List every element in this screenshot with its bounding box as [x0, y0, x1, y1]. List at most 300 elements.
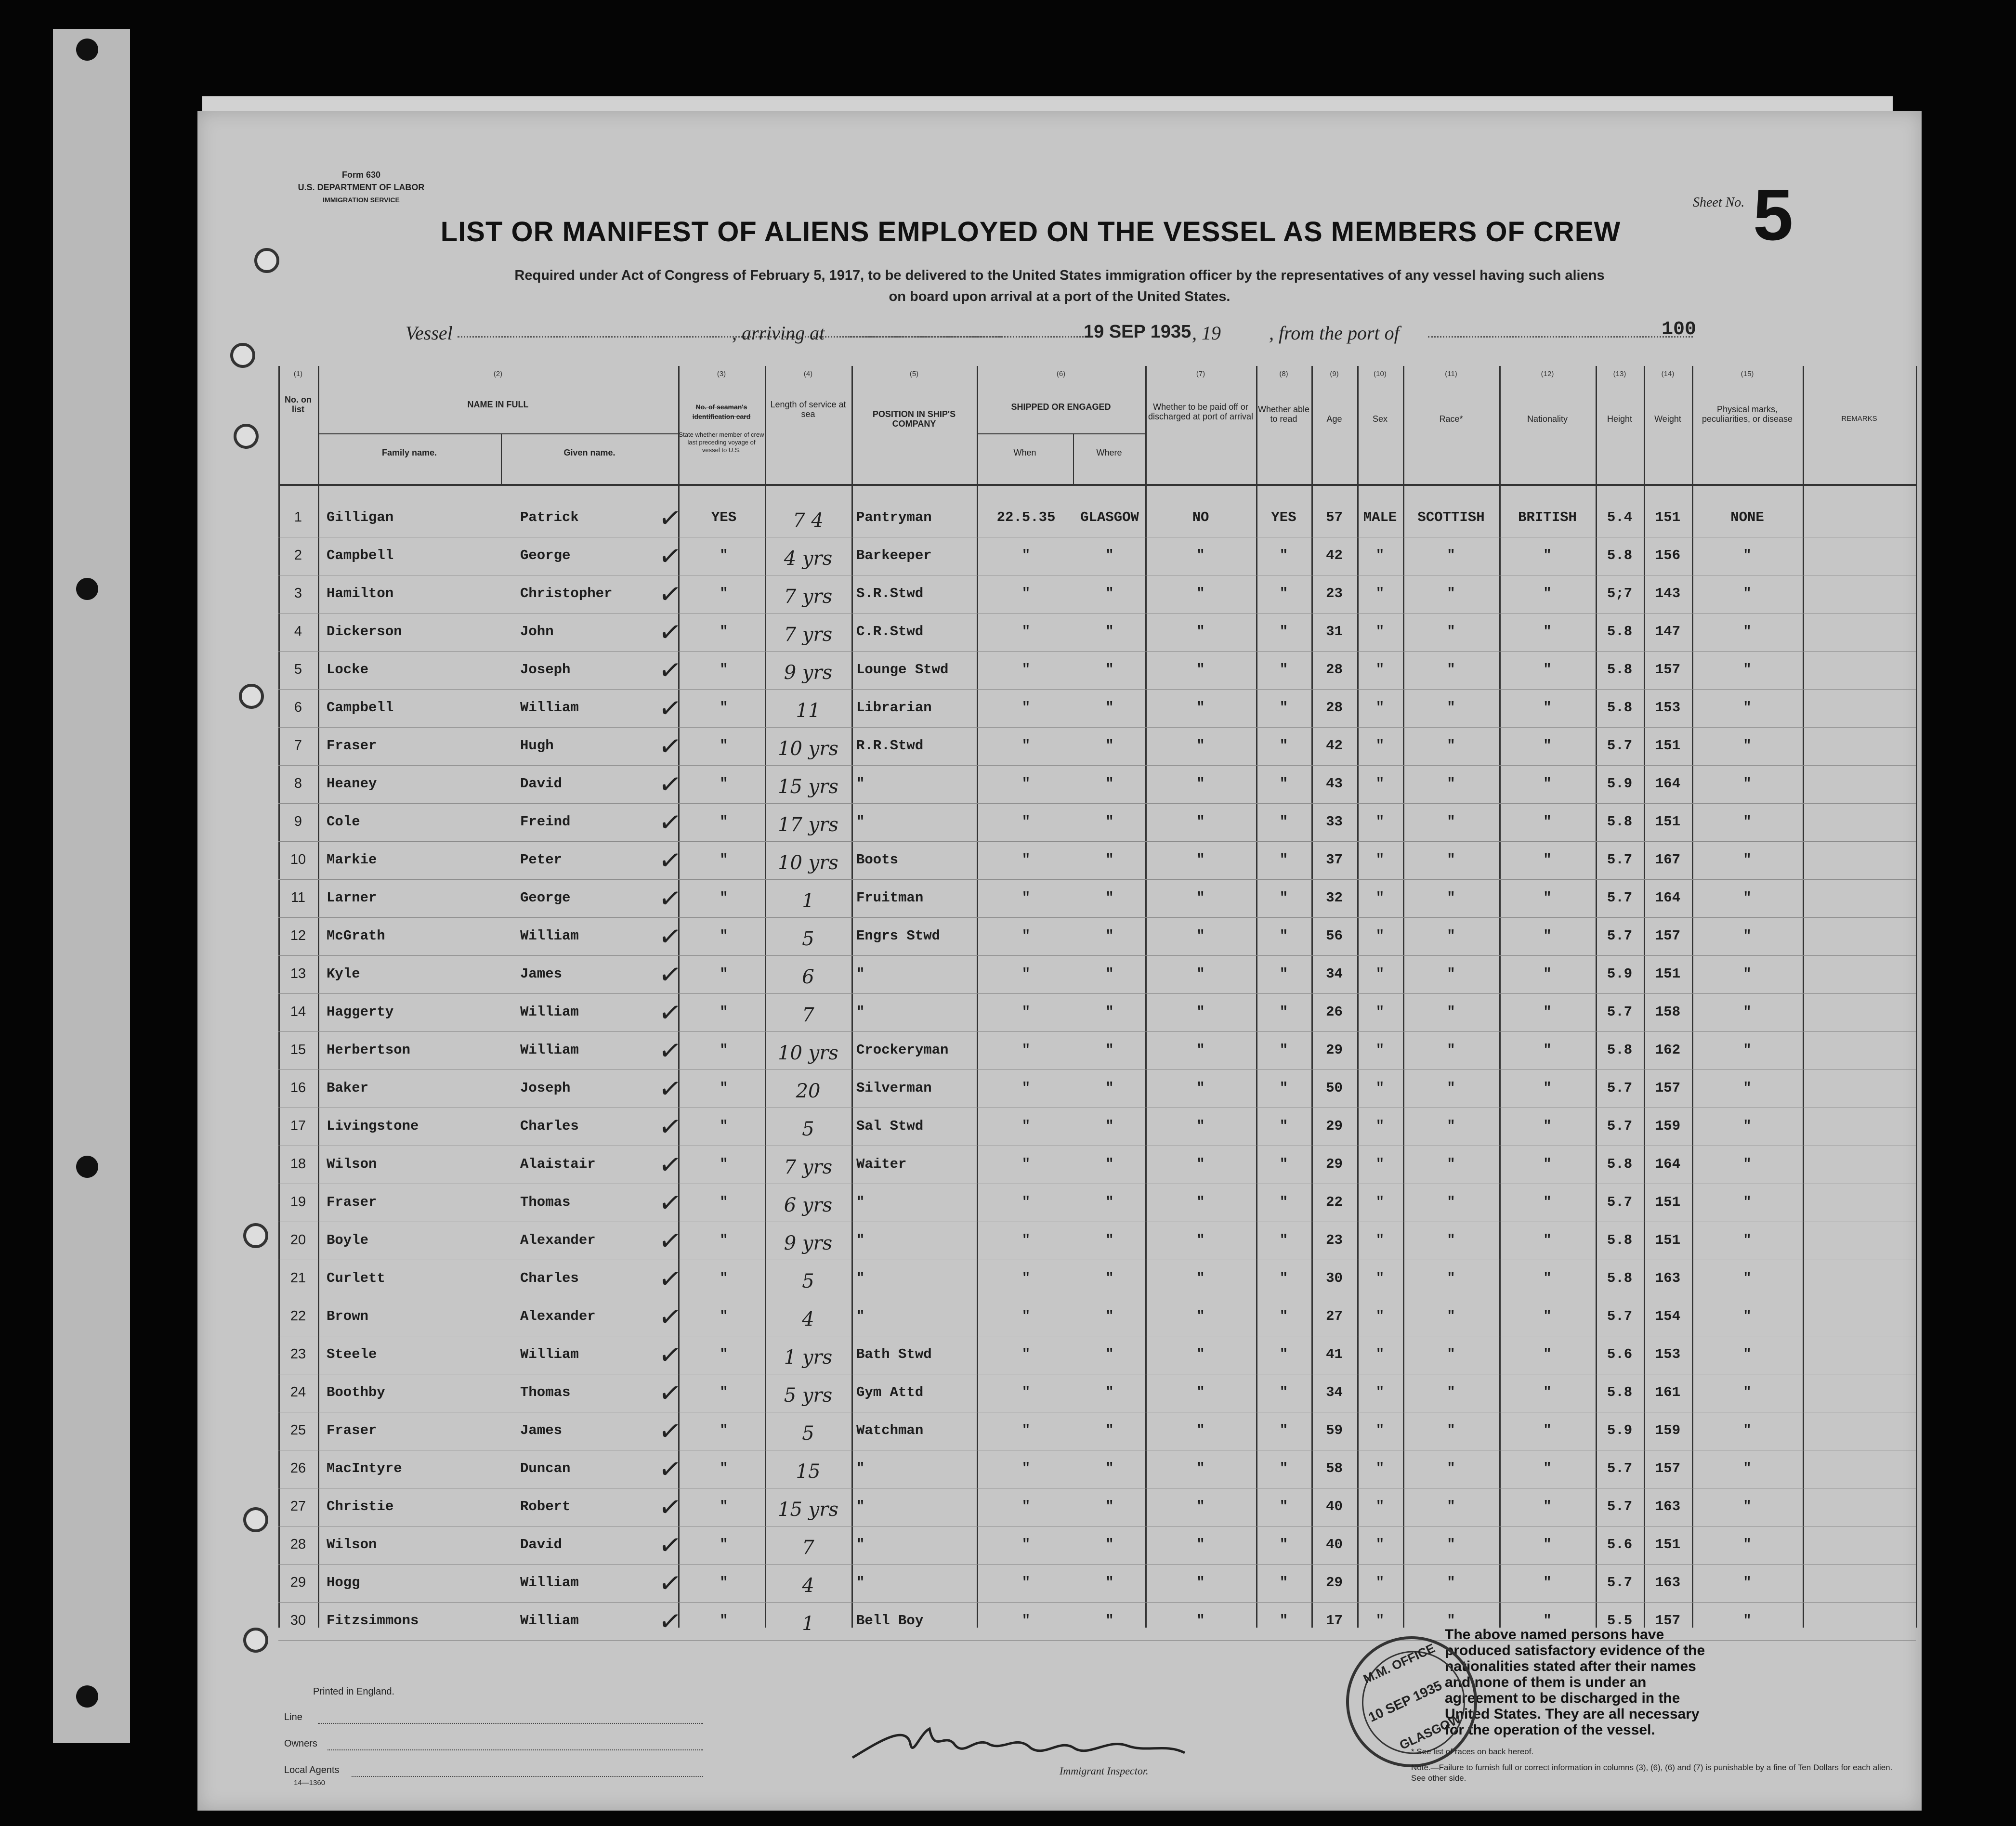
- col-header-weight: Weight: [1654, 414, 1681, 424]
- cell-age: 31: [1326, 624, 1343, 639]
- checkmark-icon: ✓: [656, 1148, 684, 1182]
- cell-position: Fruitman: [856, 890, 924, 906]
- cell-marks: ": [1743, 1080, 1752, 1096]
- cell-read: ": [1279, 1004, 1288, 1020]
- col-number: (14): [1661, 370, 1675, 378]
- cell-no: 28: [290, 1537, 306, 1552]
- cell-where: ": [1105, 852, 1114, 868]
- cell-race: ": [1447, 928, 1455, 944]
- owners-field: [327, 1749, 703, 1750]
- cell-position: Lounge Stwd: [856, 662, 949, 678]
- cell-family: Heaney: [327, 776, 377, 792]
- cell-marks: ": [1743, 966, 1752, 982]
- cell-nationality: ": [1543, 776, 1552, 792]
- cell-paid: ": [1196, 1499, 1205, 1514]
- cell-read: ": [1279, 1384, 1288, 1400]
- cell-marks: ": [1743, 624, 1752, 639]
- cell-position: ": [856, 1461, 865, 1476]
- cell-service: 4 yrs: [784, 548, 833, 570]
- cell-height: 5;7: [1607, 586, 1633, 601]
- cell-race: ": [1447, 852, 1455, 868]
- cell-paid: ": [1196, 624, 1205, 639]
- checkmark-icon: ✓: [656, 539, 684, 574]
- header-divider: [278, 484, 1916, 486]
- cell-height: 5.8: [1607, 624, 1633, 639]
- cell-height: 5.7: [1607, 1080, 1633, 1096]
- cell-age: 32: [1326, 890, 1343, 906]
- cell-family: Fraser: [327, 738, 377, 754]
- col-number: (4): [803, 370, 813, 378]
- cell-height: 5.5: [1607, 1613, 1633, 1629]
- cell-when: ": [1021, 1537, 1031, 1552]
- cell-sex: ": [1375, 1575, 1385, 1591]
- cell-age: 27: [1326, 1308, 1343, 1324]
- cell-service: 7 yrs: [784, 624, 833, 646]
- cell-race: ": [1447, 1308, 1455, 1324]
- col-header-race: Race*: [1439, 414, 1463, 424]
- cell-weight: 151: [1655, 814, 1681, 830]
- cell-position: C.R.Stwd: [856, 624, 924, 639]
- local-agents-field: [352, 1776, 703, 1777]
- cell-nationality: ": [1543, 1232, 1552, 1248]
- checkmark-icon: ✓: [656, 1186, 684, 1220]
- cell-prev: ": [720, 966, 728, 982]
- cell-weight: 151: [1655, 509, 1681, 525]
- cell-position: Bath Stwd: [856, 1346, 932, 1362]
- cell-where: ": [1105, 1499, 1114, 1514]
- cell-read: ": [1279, 1270, 1288, 1286]
- cell-given: William: [520, 1004, 579, 1020]
- cell-given: Christopher: [520, 586, 613, 601]
- cell-no: 3: [294, 586, 302, 601]
- cell-age: 29: [1326, 1575, 1343, 1591]
- cell-marks: ": [1743, 852, 1752, 868]
- checkmark-icon: ✓: [656, 501, 684, 535]
- cell-given: James: [520, 1422, 563, 1438]
- cell-marks: ": [1743, 1613, 1752, 1629]
- cell-race: ": [1447, 1384, 1455, 1400]
- cell-service: 17 yrs: [778, 814, 838, 836]
- cell-service: 15 yrs: [778, 1499, 838, 1521]
- local-agents-label: Local Agents: [284, 1765, 340, 1775]
- cell-family: Boyle: [327, 1232, 369, 1248]
- cell-paid: ": [1196, 1194, 1205, 1210]
- cell-given: Charles: [520, 1118, 579, 1134]
- cell-service: 1: [802, 890, 814, 912]
- cell-read: ": [1279, 624, 1288, 639]
- cell-family: Gilligan: [327, 509, 394, 525]
- cell-when: ": [1021, 852, 1031, 868]
- cell-sex: ": [1375, 1194, 1385, 1210]
- cell-when: ": [1021, 1461, 1031, 1476]
- cell-age: 28: [1326, 700, 1343, 716]
- cell-prev: ": [720, 1270, 728, 1286]
- cell-age: 23: [1326, 586, 1343, 601]
- cell-service: 10 yrs: [778, 852, 838, 874]
- line-field: [318, 1723, 703, 1724]
- cell-family: Dickerson: [327, 624, 402, 639]
- cell-prev: YES: [711, 509, 737, 525]
- checkmark-icon: ✓: [656, 1034, 684, 1068]
- declaration-stamp-text: The above named persons have produced satisfactory evidence of the nationalities stated after their names and none of them is under an agreement to be discharged in the United States. They are all necessary for the operation of the vessel.: [1445, 1627, 1705, 1738]
- cell-given: Alexander: [520, 1308, 596, 1324]
- cell-given: Joseph: [520, 662, 571, 678]
- cell-given: George: [520, 548, 571, 563]
- cell-marks: ": [1743, 1118, 1752, 1134]
- col-header-position: POSITION IN SHIP'S COMPANY: [872, 409, 956, 429]
- cell-position: R.R.Stwd: [856, 738, 924, 754]
- cell-when: ": [1021, 548, 1031, 563]
- cell-given: John: [520, 624, 554, 639]
- cell-read: ": [1279, 548, 1288, 563]
- cell-no: 30: [290, 1613, 306, 1628]
- cell-given: Alaistair: [520, 1156, 596, 1172]
- cell-height: 5.9: [1607, 1422, 1633, 1438]
- cell-no: 15: [290, 1042, 306, 1057]
- cell-no: 25: [290, 1422, 306, 1438]
- cell-read: ": [1279, 776, 1288, 792]
- cell-position: ": [856, 1270, 865, 1286]
- cell-service: 5: [802, 1270, 814, 1292]
- cell-no: 13: [290, 966, 306, 981]
- cell-no: 6: [294, 700, 302, 715]
- cell-where: ": [1105, 890, 1114, 906]
- cell-paid: ": [1196, 852, 1205, 868]
- line-label: Line: [284, 1712, 302, 1722]
- cell-sex: ": [1375, 1461, 1385, 1476]
- subtitle-line-1: Required under Act of Congress of February 5, 1917, to be delivered to the United States immigration officer by the representatives of any vessel having such aliens: [514, 268, 1605, 283]
- cell-read: ": [1279, 1346, 1288, 1362]
- cell-read: ": [1279, 1156, 1288, 1172]
- cell-race: ": [1447, 548, 1455, 563]
- cell-read: ": [1279, 814, 1288, 830]
- cell-service: 7: [802, 1004, 814, 1026]
- cell-when: ": [1021, 738, 1031, 754]
- cell-nationality: ": [1543, 1613, 1552, 1629]
- cell-where: ": [1105, 1613, 1114, 1629]
- cell-nationality: ": [1543, 1461, 1552, 1476]
- cell-when: ": [1021, 1232, 1031, 1248]
- cell-race: ": [1447, 1270, 1455, 1286]
- cell-age: 56: [1326, 928, 1343, 944]
- cell-no: 19: [290, 1194, 306, 1210]
- cell-nationality: ": [1543, 1004, 1552, 1020]
- vessel-label: Vessel: [406, 322, 453, 344]
- cell-read: ": [1279, 1042, 1288, 1058]
- binder-hole: [239, 684, 264, 709]
- shipped-split: [1073, 433, 1074, 484]
- row-rule: [278, 993, 1916, 994]
- cell-when: ": [1021, 586, 1031, 601]
- cell-weight: 159: [1655, 1422, 1681, 1438]
- cell-position: Engrs Stwd: [856, 928, 941, 944]
- cell-age: 26: [1326, 1004, 1343, 1020]
- col-number: (15): [1741, 370, 1754, 378]
- cell-age: 59: [1326, 1422, 1343, 1438]
- cell-race: ": [1447, 1537, 1455, 1552]
- cell-sex: ": [1375, 738, 1385, 754]
- cell-when: ": [1021, 1194, 1031, 1210]
- cell-marks: ": [1743, 776, 1752, 792]
- cell-sex: ": [1375, 662, 1385, 678]
- col-header-previous-voyage: State whether member of crew last preceding voyage of vessel to U.S.: [679, 431, 764, 454]
- col-header-name: NAME IN FULL: [467, 400, 529, 409]
- cell-height: 5.6: [1607, 1346, 1633, 1362]
- cell-height: 5.7: [1607, 1499, 1633, 1514]
- cell-sex: ": [1375, 1232, 1385, 1248]
- cell-sex: ": [1375, 1156, 1385, 1172]
- cell-family: Hogg: [327, 1575, 360, 1591]
- cell-read: ": [1279, 1232, 1288, 1248]
- cell-prev: ": [720, 548, 728, 563]
- checkmark-icon: ✓: [656, 653, 684, 688]
- checkmark-icon: ✓: [656, 1604, 684, 1639]
- annotation-number: 100: [1662, 319, 1697, 340]
- cell-when: ": [1021, 1422, 1031, 1438]
- cell-height: 5.8: [1607, 1156, 1633, 1172]
- cell-race: ": [1447, 624, 1455, 639]
- cell-no: 20: [290, 1232, 306, 1248]
- cell-family: Fitzsimmons: [327, 1613, 419, 1629]
- cell-read: ": [1279, 662, 1288, 678]
- cell-prev: ": [720, 586, 728, 601]
- cell-paid: ": [1196, 1537, 1205, 1552]
- col-number: (12): [1541, 370, 1554, 378]
- cell-nationality: ": [1543, 1156, 1552, 1172]
- cell-when: ": [1021, 1042, 1031, 1058]
- col-header-when: When: [1013, 448, 1036, 457]
- cell-race: SCOTTISH: [1417, 509, 1485, 525]
- cell-where: ": [1105, 1575, 1114, 1591]
- cell-given: David: [520, 776, 563, 792]
- col-header-nationality: Nationality: [1527, 414, 1568, 424]
- cell-no: 23: [290, 1346, 306, 1362]
- row-rule: [278, 955, 1916, 956]
- cell-race: ": [1447, 1232, 1455, 1248]
- column-rule: [1916, 366, 1917, 1628]
- stamp-date: 10 SEP 1935: [1366, 1678, 1444, 1725]
- cell-when: ": [1021, 1499, 1031, 1514]
- cell-sex: ": [1375, 1613, 1385, 1629]
- cell-family: Campbell: [327, 700, 394, 716]
- cell-paid: ": [1196, 738, 1205, 754]
- cell-sex: ": [1375, 852, 1385, 868]
- cell-no: 1: [294, 509, 302, 525]
- cell-paid: ": [1196, 1156, 1205, 1172]
- cell-when: 22.5.35: [996, 509, 1056, 525]
- cell-height: 5.7: [1607, 852, 1633, 868]
- cell-when: ": [1021, 1613, 1031, 1629]
- checkmark-icon: ✓: [656, 844, 684, 878]
- cell-nationality: ": [1543, 1118, 1552, 1134]
- cell-nationality: ": [1543, 548, 1552, 563]
- cell-age: 29: [1326, 1042, 1343, 1058]
- cell-given: William: [520, 1575, 579, 1591]
- cell-weight: 151: [1655, 738, 1681, 754]
- form-identifier: [260, 169, 462, 206]
- binder-hole: [243, 1628, 268, 1653]
- cell-prev: ": [720, 1308, 728, 1324]
- cell-weight: 147: [1655, 624, 1681, 639]
- cell-prev: ": [720, 1384, 728, 1400]
- cell-service: 6 yrs: [784, 1194, 833, 1216]
- cell-service: 5 yrs: [784, 1384, 833, 1407]
- cell-sex: ": [1375, 928, 1385, 944]
- cell-weight: 159: [1655, 1118, 1681, 1134]
- cell-paid: ": [1196, 1461, 1205, 1476]
- cell-when: ": [1021, 1118, 1031, 1134]
- cell-prev: ": [720, 700, 728, 716]
- cell-read: ": [1279, 1422, 1288, 1438]
- cell-race: ": [1447, 662, 1455, 678]
- cell-given: William: [520, 928, 579, 944]
- cell-age: 33: [1326, 814, 1343, 830]
- service-name: IMMIGRATION SERVICE: [323, 196, 400, 204]
- cell-sex: ": [1375, 1118, 1385, 1134]
- cell-race: ": [1447, 700, 1455, 716]
- cell-family: Markie: [327, 852, 377, 868]
- cell-when: ": [1021, 1308, 1031, 1324]
- cell-when: ": [1021, 1004, 1031, 1020]
- col-number: (13): [1613, 370, 1626, 378]
- owners-label: Owners: [284, 1738, 317, 1749]
- cell-no: 4: [294, 624, 302, 639]
- cell-service: 7 yrs: [784, 586, 833, 608]
- cell-given: Peter: [520, 852, 563, 868]
- cell-race: ": [1447, 586, 1455, 601]
- cell-family: Wilson: [327, 1156, 377, 1172]
- row-rule: [278, 879, 1916, 880]
- adjacent-page-strip: [53, 29, 130, 1743]
- col-header-given: Given name.: [563, 448, 615, 457]
- cell-paid: ": [1196, 1232, 1205, 1248]
- cell-height: 5.7: [1607, 1308, 1633, 1324]
- cell-given: David: [520, 1537, 563, 1552]
- printed-note: Printed in England.: [313, 1686, 395, 1697]
- cell-sex: ": [1375, 586, 1385, 601]
- cell-given: Robert: [520, 1499, 571, 1514]
- cell-position: Gym Attd: [856, 1384, 924, 1400]
- checkmark-icon: ✓: [656, 920, 684, 954]
- row-rule: [278, 1602, 1916, 1603]
- cell-age: 42: [1326, 738, 1343, 754]
- punch-hole: [76, 39, 98, 61]
- checkmark-icon: ✓: [656, 1300, 684, 1334]
- cell-prev: ": [720, 738, 728, 754]
- sheet-label: Sheet No.: [1693, 195, 1745, 210]
- date-stamp: 19 SEP 1935: [1084, 322, 1191, 342]
- cell-weight: 164: [1655, 776, 1681, 792]
- cell-nationality: ": [1543, 1194, 1552, 1210]
- cell-marks: ": [1743, 1156, 1752, 1172]
- cell-height: 5.7: [1607, 928, 1633, 944]
- cell-position: ": [856, 776, 865, 792]
- cell-paid: ": [1196, 1042, 1205, 1058]
- cell-marks: ": [1743, 1004, 1752, 1020]
- cell-when: ": [1021, 700, 1031, 716]
- cell-read: ": [1279, 586, 1288, 601]
- name-split: [501, 433, 502, 484]
- cell-age: 17: [1326, 1613, 1343, 1629]
- cell-position: ": [856, 966, 865, 982]
- inspector-label: Immigrant Inspector.: [1060, 1765, 1149, 1777]
- cell-prev: ": [720, 1194, 728, 1210]
- cell-given: George: [520, 890, 571, 906]
- cell-position: Pantryman: [856, 509, 932, 525]
- cell-sex: ": [1375, 966, 1385, 982]
- cell-where: ": [1105, 738, 1114, 754]
- cell-given: Alexander: [520, 1232, 596, 1248]
- cell-read: ": [1279, 738, 1288, 754]
- col-number: (10): [1374, 370, 1387, 378]
- cell-nationality: ": [1543, 738, 1552, 754]
- column-rule: [765, 366, 766, 1628]
- col-header-where: Where: [1096, 448, 1122, 457]
- cell-position: ": [856, 1194, 865, 1210]
- cell-sex: ": [1375, 1499, 1385, 1514]
- cell-read: ": [1279, 1499, 1288, 1514]
- cell-race: ": [1447, 738, 1455, 754]
- cell-read: ": [1279, 852, 1288, 868]
- checkmark-icon: ✓: [656, 1072, 684, 1106]
- cell-where: ": [1105, 966, 1114, 982]
- binder-hole: [243, 1223, 268, 1248]
- cell-family: Locke: [327, 662, 369, 678]
- cell-age: 22: [1326, 1194, 1343, 1210]
- cell-where: ": [1105, 1308, 1114, 1324]
- cell-where: ": [1105, 1422, 1114, 1438]
- cell-where: ": [1105, 700, 1114, 716]
- cell-age: 30: [1326, 1270, 1343, 1286]
- cell-marks: ": [1743, 1308, 1752, 1324]
- cell-sex: ": [1375, 1384, 1385, 1400]
- cell-no: 5: [294, 662, 302, 677]
- cell-family: Brown: [327, 1308, 369, 1324]
- arriving-field: [848, 322, 1002, 338]
- cell-marks: ": [1743, 586, 1752, 601]
- cell-height: 5.7: [1607, 1004, 1633, 1020]
- cell-age: 37: [1326, 852, 1343, 868]
- checkmark-icon: ✓: [656, 1566, 684, 1601]
- cell-weight: 151: [1655, 966, 1681, 982]
- cell-paid: ": [1196, 776, 1205, 792]
- cell-service: 15: [796, 1461, 821, 1483]
- cell-position: ": [856, 1499, 865, 1514]
- cell-paid: NO: [1192, 509, 1209, 525]
- cell-given: Thomas: [520, 1194, 571, 1210]
- cell-nationality: ": [1543, 1080, 1552, 1096]
- cell-nationality: ": [1543, 1270, 1552, 1286]
- cell-nationality: BRITISH: [1518, 509, 1577, 525]
- cell-race: ": [1447, 1613, 1455, 1629]
- cell-paid: ": [1196, 662, 1205, 678]
- cell-nationality: ": [1543, 1537, 1552, 1552]
- binder-hole: [254, 248, 279, 273]
- cell-given: James: [520, 966, 563, 982]
- cell-paid: ": [1196, 1422, 1205, 1438]
- cell-when: ": [1021, 624, 1031, 639]
- cell-position: ": [856, 1308, 865, 1324]
- cell-height: 5.7: [1607, 1118, 1633, 1134]
- cell-marks: ": [1743, 548, 1752, 563]
- cell-read: ": [1279, 1613, 1288, 1629]
- cell-where: ": [1105, 1270, 1114, 1286]
- cell-age: 41: [1326, 1346, 1343, 1362]
- cell-read: ": [1279, 1537, 1288, 1552]
- cell-weight: 143: [1655, 586, 1681, 601]
- checkmark-icon: ✓: [656, 1338, 684, 1372]
- cell-service: 20: [796, 1080, 821, 1102]
